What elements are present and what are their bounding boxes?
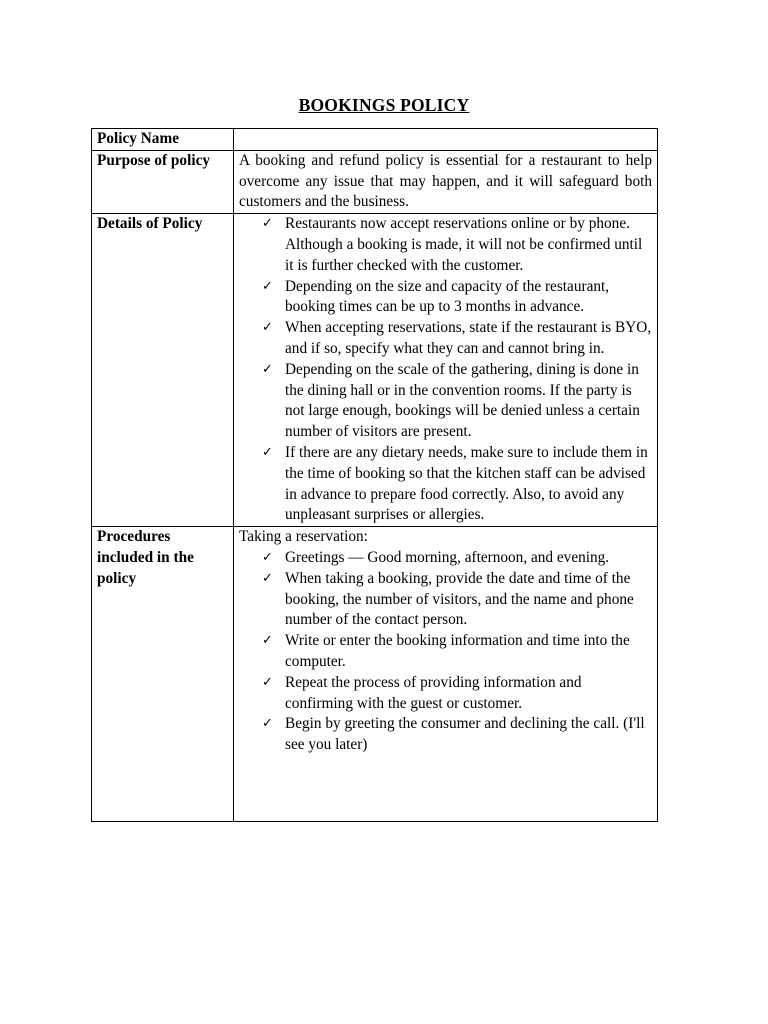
details-value [234,214,658,527]
list-item [262,318,652,360]
check-icon: ✓ [262,361,273,377]
list-item [262,214,652,276]
list-item [262,714,652,756]
list-item-text: Begin by greeting the consumer and declining the call. (I'll see you later) [285,715,645,754]
check-icon: ✓ [262,320,273,336]
table-row-details [92,214,658,527]
check-icon: ✓ [262,633,273,649]
check-icon: ✓ [262,278,273,294]
details-list [239,214,652,526]
list-item-text: Write or enter the booking information and time into the computer. [285,632,630,670]
list-item-text: Depending on the size and capacity of the restaurant, booking times can be up to 3 months in advance. [285,277,610,316]
list-item [262,360,652,443]
list-item [262,631,652,673]
check-icon: ✓ [262,444,273,460]
check-icon: ✓ [262,674,273,690]
list-item-text: When taking a booking, provide the date and time of the booking, the number of visitors, and the name and phone number of the contact person. [285,569,634,629]
list-item-text: When accepting reservations, state if the restaurant is BYO, and if so, specify what they can and cannot bring in. [285,319,652,357]
purpose-label: Purpose of policy [92,150,234,213]
procedures-value [234,527,658,822]
procedures-lead: Taking a reservation: [239,528,368,546]
list-item-text: If there are any dietary needs, make sure to include them in the time of booking so that the kitchen staff can be advised in advance to prepare food correctly. Also, to avoid any unpleasant surprises or allergies. [285,443,648,524]
list-item [262,673,652,715]
procedures-label: Procedures included in the policy [92,527,234,822]
list-item-text: Restaurants now accept reservations online or by phone. Although a booking is made, it will not be confirmed until it is further checked with the customer. [285,215,643,274]
list-item [262,548,652,569]
purpose-value: A booking and refund policy is essential for a restaurant to help overcome any issue that may happen, and it will safeguard both customers and the business. [234,150,658,213]
policy-name-value [234,129,658,151]
table-row-procedures [92,527,658,822]
list-item-text: Repeat the process of providing information and confirming with the guest or customer. [285,673,582,712]
list-item-text: Greetings — Good morning, afternoon, and evening. [285,548,610,566]
check-icon: ✓ [262,549,273,565]
table-row-policy-name [92,129,658,151]
procedures-list [239,548,652,756]
list-item [262,277,652,319]
list-item [262,443,652,526]
document-title: BOOKINGS POLICY [298,95,470,115]
check-icon: ✓ [262,716,273,732]
list-item [262,569,652,631]
policy-table [91,128,658,822]
details-label: Details of Policy [92,214,234,527]
policy-name-label: Policy Name [92,129,234,151]
check-icon: ✓ [262,216,273,232]
list-item-text: Depending on the scale of the gathering, dining is done in the dining hall or in the convention rooms. If the party is not large enough, bookings will be denied unless a certain number of visitors are present. [285,360,640,441]
table-row-purpose [92,150,658,213]
check-icon: ✓ [262,570,273,586]
